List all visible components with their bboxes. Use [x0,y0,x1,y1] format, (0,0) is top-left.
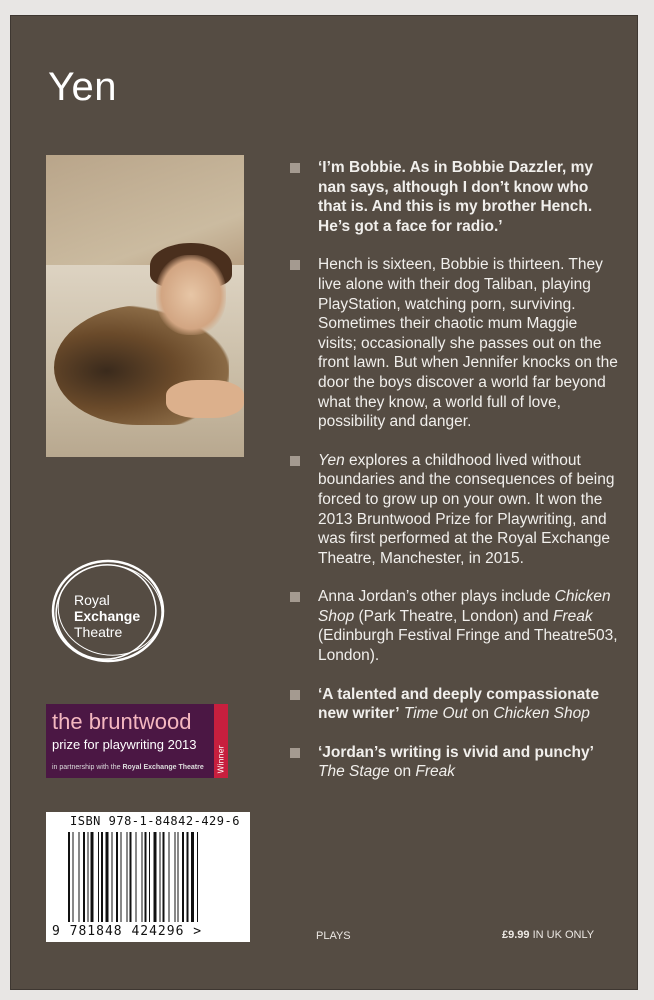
barcode-bar [101,832,103,922]
logo-line2: Exchange [74,608,141,624]
price-label: £9.99 IN UK ONLY [502,929,595,941]
barcode-bar [121,832,122,922]
barcode-bar [160,832,161,922]
bullet-square-icon [290,163,300,173]
barcode-bar [145,832,147,922]
bullet-square-icon [290,592,300,602]
logo-line3: Theatre [74,624,123,640]
barcode-bar [130,832,132,922]
barcode-bar [83,832,85,922]
barcode-bar [116,832,118,922]
barcode-bar [163,832,165,922]
bruntwood-prize-badge [46,704,228,778]
prize-partnership: in partnership with the Royal Exchange Theatre [52,764,204,771]
barcode-bar [68,832,70,922]
blurb-review-timeout: ‘A talented and deeply compassionate new writer’ Time Out on Chicken Shop [290,685,620,724]
isbn-barcode [46,812,250,942]
barcode-bar [142,832,143,922]
photo-arm [166,380,244,418]
bullet-square-icon [290,690,300,700]
barcode-number: 9 781848 424296 > [52,924,203,939]
blurb-about-text: explores a childhood lived without boundaries and the consequences of being forced to grow up on your own. It won the 2013 Bruntwood Prize for Playwriting, and was first performed at the Royal Exchange Theatre, Manchester, in 2015. [318,451,615,567]
barcode-bar [112,832,113,922]
bullet-square-icon [290,748,300,758]
photo-face [156,255,226,335]
book-title: Yen [48,65,117,109]
barcode-bar [91,832,94,922]
blurb-list [290,158,620,801]
blurb-author: Anna Jordan’s other plays include Chicken Shop (Park Theatre, London) and Freak (Edinburgh Festival Fringe and Theatre503, London). [290,587,620,665]
barcode-bar [98,832,99,922]
barcode-bar [169,832,170,922]
prize-name: the bruntwood [52,709,192,734]
blurb-review-stage: ‘Jordan’s writing is vivid and punchy’ The Stage on Freak [290,743,620,782]
winner-label: Winner [216,745,226,774]
barcode-bar [106,832,109,922]
barcode-bar [88,832,89,922]
winner-strip [214,704,228,778]
royal-exchange-logo-text [74,592,140,640]
category-label: PLAYS [316,930,351,942]
blurb-about-title: Yen [318,451,345,469]
blurb-about [290,451,620,569]
barcode-bar [149,832,150,922]
barcode-bar [73,832,74,922]
barcode-bar [127,832,128,922]
bullet-square-icon [290,260,300,270]
barcode-bar [187,832,189,922]
blurb-synopsis-text: Hench is sixteen, Bobbie is thirteen. They live alone with their dog Taliban, playing PlayStation, watching porn, surviving. Sometimes their chaotic mum Maggie visits; occasionally she passes out on the front lawn. But when Jennifer knocks on the door the boys discover a world far beyond what they know, a world full of love, possibility and danger. [318,256,618,431]
blurb-synopsis [290,255,620,431]
blurb-quote-text: ‘I’m Bobbie. As in Bobbie Dazzler, my nan says, although I don’t know who that is. And this is my brother Hench. He’s got a face for radio.’ [318,159,594,235]
barcode-bar [182,832,184,922]
barcode-bar [154,832,157,922]
barcode-bar [79,832,80,922]
logo-line1: Royal [74,592,110,608]
prize-subtitle: prize for playwriting 2013 [52,737,197,752]
barcode-bars [66,832,234,924]
barcode-bar [178,832,179,922]
cover-photo [46,155,244,457]
blurb-quote [290,158,620,236]
isbn-text: ISBN 978-1-84842-429-6 [70,814,240,828]
barcode-bar [136,832,137,922]
barcode-bar [175,832,176,922]
bullet-square-icon [290,456,300,466]
barcode-bar [191,832,194,922]
barcode-bar [197,832,198,922]
